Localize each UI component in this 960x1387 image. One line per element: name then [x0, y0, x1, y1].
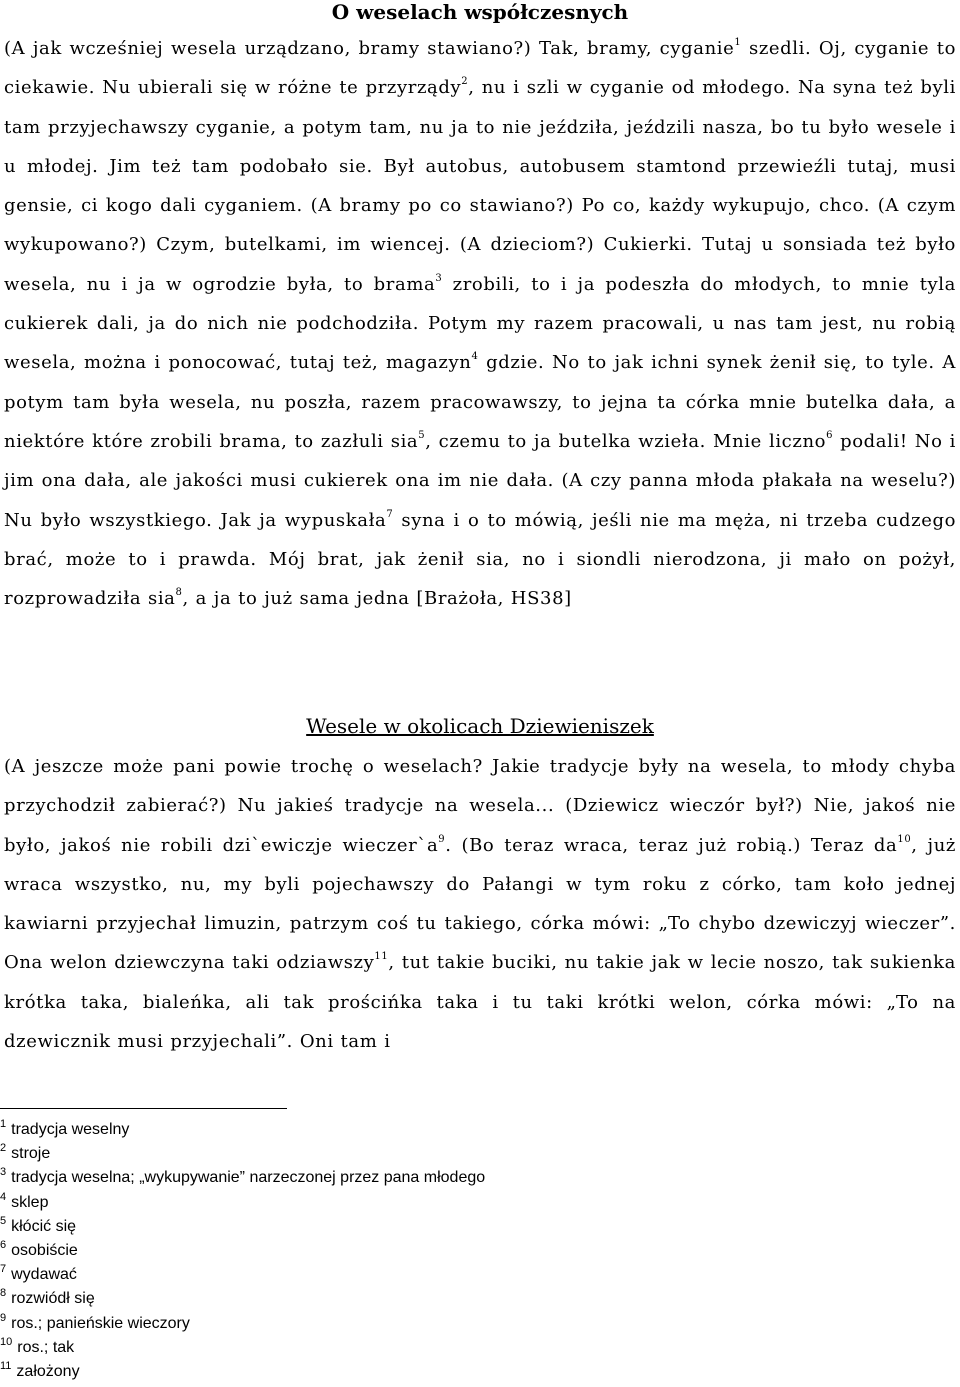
paragraph-text: podali! No i jim ona dała, ale jakości musi cukierek ona im nie dała. (A czy panna młoda płakała na weselu?) Nu było wszystkiego. Jak ja wypuskała	[4, 430, 956, 531]
footnote-number: 1	[0, 1118, 7, 1130]
paragraph-text: (A jeszcze może pani powie trochę o weselach? Jakie tradycje były na wesela, to młody chyba przychodził zabierać?) Nu jakieś tradycje na wesela... (Dziewicz wieczór był?) Nie, jakoś nie było, jakoś nie robili dzi`ewiczje wieczer`a	[4, 756, 956, 856]
paragraph-text: syna i o to mówią, jeśli nie ma męża, ni trzeba cudzego brać, może to i prawda. Mój brat, jak żenił sia, no i siondli nierodzona, ji mało on pożył, rozprowadziła sia	[4, 509, 957, 610]
paragraph-text: zrobili, to i ja podeszła do młodych, to mnie tyla cukierek dali, ja do nich nie podchodziła. Potym my razem pracowali, u nas tam jest, nu robią wesela, można i ponocować, tutaj też, magazyn	[4, 273, 956, 374]
footnote-item	[0, 1191, 485, 1215]
footnote-text: osobiście	[11, 1242, 78, 1260]
paragraph-text: szedli. Oj, cyganie to ciekawie. Nu ubierali się w różne te przyrządy	[4, 38, 956, 99]
footnote-text: stroje	[11, 1145, 51, 1163]
footnote-text: tradycja weselny	[11, 1121, 130, 1138]
paragraph-text: (A jak wcześniej wesela urządzano, bramy stawiano?) Tak, bramy, cyganie	[4, 38, 735, 59]
footnote-item	[0, 1312, 485, 1336]
footnote-number: 4	[0, 1190, 7, 1203]
footnote-ref[interactable]: 1	[734, 37, 742, 48]
footnote-text: założony	[16, 1363, 80, 1381]
footnote-item	[0, 1118, 485, 1142]
footnote-number: 8	[0, 1287, 7, 1300]
footnote-text: ros.; tak	[17, 1338, 75, 1356]
footnote-number: 2	[0, 1142, 7, 1155]
footnote-item	[0, 1263, 485, 1287]
footnote-text: tradycja weselna; „wykupywanie” narzeczonej przez pana młodego	[11, 1169, 486, 1187]
footnote-number: 7	[0, 1263, 7, 1276]
footnote-ref[interactable]: 7	[386, 508, 394, 520]
footnote-text: sklep	[11, 1193, 49, 1211]
footnote-ref[interactable]: 3	[435, 272, 443, 284]
footnote-ref[interactable]: 10	[897, 833, 912, 845]
footnote-number: 10	[0, 1335, 13, 1348]
footnote-text: wydawać	[11, 1266, 77, 1284]
section-body-weddings-contemporary	[4, 29, 956, 618]
paragraph-text: , a ja to już sama jedna [Brażoła, HS38]	[182, 588, 572, 610]
footnote-number: 6	[0, 1239, 7, 1252]
footnote-text: ros.; panieńskie wieczory	[11, 1314, 190, 1332]
footnote-ref[interactable]: 8	[175, 587, 183, 599]
footnote-item	[0, 1142, 485, 1166]
footnote-ref[interactable]: 2	[461, 76, 469, 88]
footnote-ref[interactable]: 6	[826, 429, 834, 441]
footnote-number: 3	[0, 1166, 7, 1179]
footnote-item	[0, 1336, 485, 1360]
footnote-item	[0, 1360, 485, 1384]
footnote-ref[interactable]: 4	[471, 351, 479, 363]
section-title-wedding-dziewieniszki: Wesele w okolicach Dziewieniszek	[306, 714, 654, 738]
section-body-wedding-dziewieniszki	[4, 747, 956, 1061]
section-title-weddings-contemporary: O weselach współczesnych	[331, 0, 629, 24]
footnote-text: kłócić się	[11, 1217, 77, 1235]
footnote-item	[0, 1215, 485, 1239]
paragraph-text: , już wraca wszystko, nu, my byli pojechawszy do Pałangi w tym roku z córko, tam koło jednej kawiarni przyjechał limuzin, patrzym coś tu takiego, córka mówi: „To chybo dzewiczyj wieczer”. Ona welon dziewczyna taki odziawszy	[4, 834, 956, 974]
footnote-separator	[0, 1108, 287, 1109]
footnotes-list	[0, 1118, 485, 1384]
footnote-ref[interactable]: 9	[438, 833, 446, 845]
footnote-ref[interactable]: 11	[374, 951, 389, 963]
paragraph-text: , tut takie buciki, nu takie jak w lecie noszo, tak sukienka krótka taka, bialeńka, ali tak prościńka taka i tu taki krótki welon, córka mówi: „To na dzewicznik musi przyjechali”. Oni tam i	[4, 952, 956, 1053]
footnote-text: rozwiódł się	[11, 1290, 95, 1308]
footnote-number: 9	[0, 1311, 7, 1324]
footnote-item	[0, 1166, 485, 1190]
paragraph-text: gdzie. No to jak ichni synek żenił się, to tyle. A potym tam była wesela, nu poszła, razem pracowawszy, to jejna ta córka mnie butelka dała, a niektóre które zrobili brama, to zazłuli sia	[4, 352, 956, 452]
footnote-number: 11	[0, 1360, 12, 1373]
paragraph-text: , czemu to ja butelka wzieła. Mnie liczno	[425, 430, 827, 452]
paragraph-text: . (Bo teraz wraca, teraz już robią.) Teraz da	[445, 834, 898, 856]
footnote-ref[interactable]: 5	[418, 429, 426, 441]
footnote-item	[0, 1287, 485, 1311]
footnote-number: 5	[0, 1214, 7, 1227]
footnote-item	[0, 1239, 485, 1263]
paragraph-text: , nu i szli w cyganie od młodego. Na syna też byli tam przyjechawszy cyganie, a potym tam, nu ja to nie jeździła, jeździli nasza, bo tu było wesele i u młodej. Jim też tam podobało sie. Był autobus, autobusem stamtond przewieźli tutaj, musi gensie, ci kogo dali cyganiem. (A bramy po co stawiano?) Po co, każdy wykupujo, chco. (A czym wykupowano?) Czym, butelkami, im wiencej. (A dzieciom?) Cukierki. Tutaj u sonsiada też było wesela, nu i ja w ogrodzie była, to brama	[4, 77, 957, 295]
